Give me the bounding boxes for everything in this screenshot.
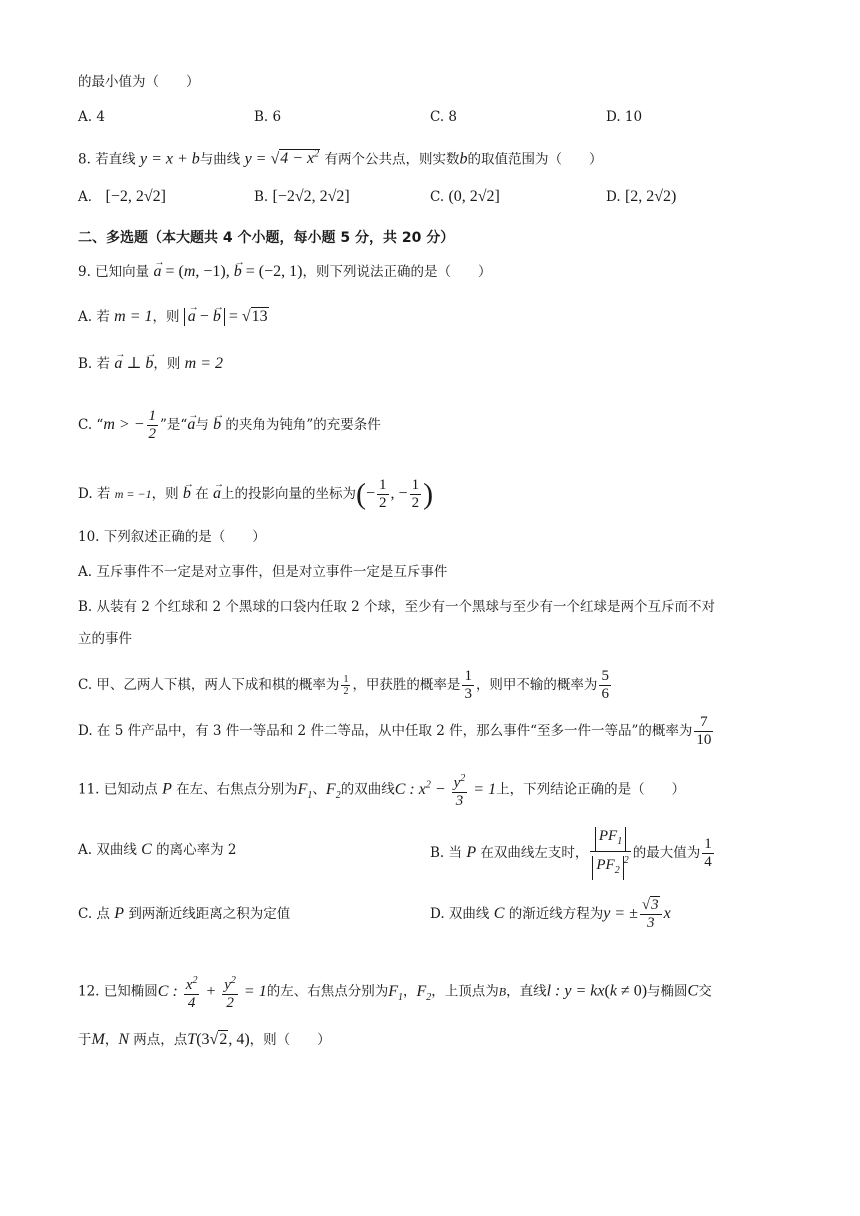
q8-b: b <box>459 150 468 168</box>
q12-point-T: T <box>187 1031 197 1048</box>
q9-d-text: D. 若 <box>78 486 111 503</box>
q7-tail: 的最小值为（ ） <box>78 74 200 90</box>
q11-option-d[interactable]: D. 双曲线 C 的渐近线方程为y = ± $\frac{√3}{3}$ x <box>430 897 671 931</box>
q8-curve-eq: $y = √4 - x^2$ <box>244 149 320 168</box>
q9-a-cond: m = 1 <box>114 308 153 325</box>
q8-option-a[interactable] <box>78 187 166 207</box>
q12-B: B <box>498 984 507 999</box>
q12-l2a: 于 <box>78 1032 92 1048</box>
q7-option-b[interactable]: B. 6 <box>254 109 282 125</box>
q11-P: P <box>162 780 172 798</box>
q12-mid4: 与椭圆 <box>647 983 688 1000</box>
q9-d-text2: ，则 <box>151 486 179 503</box>
section-title-multi-choice: 二、多选题（本大题共 4 个小题，每小题 5 分，共 20 分） <box>78 230 455 246</box>
q8-num: 8. 若直线 <box>78 151 136 168</box>
q8-option-b-text: [−2√2, 2√2] <box>272 188 350 205</box>
q11-b-frac: $\frac{PF_1}{PF_2^2}$ <box>590 827 630 880</box>
q12-l2c: 两点，点 <box>133 1032 188 1048</box>
q10-option-b-line1[interactable]: B. 从装有 2 个红球和 2 个黑球的口袋内任取 2 个球，至少有一个黑球与至少有一个红球是两个互斥而不对 <box>78 599 716 615</box>
q12-F2: $F_2$ <box>416 982 432 1003</box>
q8-mid2: 有两个公共点，则实数 <box>324 151 460 168</box>
q11-option-b[interactable]: B. 当 P 在双曲线左支时， $\frac{PF_1}{PF_2^2}$ 的最大值为 $\frac{1}{4}$ <box>430 827 716 880</box>
q8-option-d-text: [2, 2√2) <box>624 188 677 205</box>
q8-option-c[interactable] <box>430 187 500 207</box>
q9-a-text: A. 若 <box>78 309 110 325</box>
q9-head: 9. 已知向量 <box>78 264 150 280</box>
q10-c-frac2: $\frac{1}{3}$ <box>464 668 472 702</box>
q8-mid: 与曲线 <box>199 151 241 168</box>
q9-c-text2: ”是“ <box>160 417 188 434</box>
q9-c-cond: m > − $\frac{1}{2}$ <box>103 408 156 442</box>
q9-b-cond: → a ⊥ → b <box>114 355 153 372</box>
q8-option-a-label: A． <box>78 189 102 205</box>
q8-option-c-text: (0, 2√2] <box>448 188 500 205</box>
q9-d-text3: 在 <box>195 486 209 503</box>
q10-d-frac: $\frac{7}{10}$ <box>696 714 712 748</box>
q9-b-text2: ，则 <box>153 356 181 372</box>
q11-mid3: 的双曲线 <box>340 781 395 798</box>
q12-l2b: ， <box>104 1032 119 1048</box>
q11-c-text: C. 点 <box>78 906 110 922</box>
q9-option-b[interactable] <box>78 354 223 374</box>
q10-option-a[interactable]: A. 互斥事件不一定是对立事件，但是对立事件一定是互斥事件 <box>78 564 448 580</box>
q11-head: 11. 已知动点 <box>78 781 158 798</box>
q8-line-eq: y = x + b <box>139 150 200 168</box>
q11-F2: $F_2$ <box>325 780 341 801</box>
q12-mid2: ，上顶点为 <box>431 983 499 1000</box>
q8-option-d-label: D. <box>606 189 621 205</box>
q9-tail: ，则下列说法正确的是（ ） <box>302 264 492 280</box>
q11-c-text2: 到两渐近线距离之积为定值 <box>128 906 291 922</box>
q8-option-b-label: B. <box>254 189 269 205</box>
q10-c-text2: ，甲获胜的概率是 <box>352 677 461 693</box>
q11-d-text2: 的渐近线方程为 <box>508 906 604 923</box>
q8-option-a-text: [−2, 2√2] <box>105 188 167 205</box>
q9-d-cond: m = −1 <box>114 487 152 502</box>
q9-stem <box>78 262 491 282</box>
q9-c-text: C. “ <box>78 417 104 434</box>
q9-c-text3: 与 <box>195 417 209 434</box>
q9-vectors: → a = (m, −1), → b = (−2, 1) <box>153 263 302 280</box>
q10-option-d[interactable] <box>78 714 715 749</box>
q8-option-c-label: C. <box>430 189 445 205</box>
q11-tail: 上，下列结论正确的是（ ） <box>496 781 686 798</box>
q10-c-text: C. 甲、乙两人下棋，两人下成和棋的概率为 <box>78 677 340 693</box>
q11-option-a[interactable]: A. 双曲线 C 的离心率为 2 <box>78 841 237 858</box>
q11-d-eq: y = ± $\frac{√3}{3}$ x <box>603 897 671 931</box>
q10-stem: 10. 下列叙述正确的是（ ） <box>78 529 266 545</box>
q11-mid: 在左、右焦点分别为 <box>176 781 298 798</box>
q7-option-d[interactable]: D. 10 <box>606 109 643 125</box>
q11-b-text3: 的最大值为 <box>632 845 701 861</box>
q12-ellipse-eq: C : $\frac{x^2}{4}$ + $\frac{y^2}{2}$ = 1 <box>158 983 267 1000</box>
q11-d-text: D. 双曲线 <box>430 906 490 923</box>
q10-c-text3: ，则甲不输的概率为 <box>475 677 598 693</box>
q9-d-answer: (− $\frac{1}{2}$ , − $\frac{1}{2}$ ) <box>356 477 434 511</box>
q8-stem <box>78 145 602 169</box>
q10-option-b-line2: 立的事件 <box>78 631 132 647</box>
q9-a-eq: → a − → b = √13 <box>184 308 269 325</box>
q11-stem <box>78 770 685 810</box>
q8-option-d[interactable] <box>606 187 676 207</box>
q9-option-d[interactable]: D. 若 m = −1，则 → b 在 → a上的投影向量的坐标为(− $\frac{1}{2}$ , − $\frac{1}{2}$ ) <box>78 477 433 512</box>
q12-tail: 交 <box>698 983 712 1000</box>
q9-option-a[interactable] <box>78 307 269 327</box>
q11-mid2: 、 <box>312 781 326 798</box>
q10-c-frac1: $\frac{1}{2}$ <box>343 674 349 697</box>
q11-b-text: B. 当 <box>430 845 463 861</box>
q9-b-eq: m = 2 <box>184 355 224 372</box>
q9-a-text2: ，则 <box>152 309 180 325</box>
q10-option-c[interactable] <box>78 668 613 703</box>
q11-b-max: $\frac{1}{4}$ <box>704 836 712 870</box>
q8-tail: 的取值范围为（ ） <box>467 151 603 168</box>
q12-head: 12. 已知椭圆 <box>78 983 158 1000</box>
q10-c-frac3: $\frac{5}{6}$ <box>601 668 609 702</box>
q8-option-b[interactable] <box>254 187 350 207</box>
q12-line-eq: l : y = kx <box>546 982 605 1000</box>
q12-stem-line1: 12. 已知椭圆C : $\frac{x^2}{4}$ + $\frac{y^2}{2}$ = 1的左、右焦点分别为$F_1$，$F_2$，上顶点为B，直线l : y = kx(k ≠ 0)与椭圆C交 <box>78 972 712 1012</box>
q9-b-text: B. 若 <box>78 356 111 372</box>
q12-stem-line2: 于M，N 两点，点T(3√2, 4)，则（ ） <box>78 1031 331 1048</box>
q12-l2d: ，则（ ） <box>249 1032 331 1048</box>
q10-d-text: D. 在 5 件产品中，有 3 件一等品和 2 件二等品，从中任取 2 件，那么事件“至多一件一等品”的概率为 <box>78 723 693 739</box>
q12-mid3: ，直线 <box>506 983 547 1000</box>
q7-option-c[interactable]: C. 8 <box>430 109 458 125</box>
q12-F1: $F_1$ <box>388 982 403 1003</box>
q11-hyperbola-eq: C : $x^2$ − $\frac{y^2}{3}$ = 1 <box>395 781 496 798</box>
q12-mid: 的左、右焦点分别为 <box>266 983 389 1000</box>
q9-c-text4: 的夹角为钝角”的充要条件 <box>225 417 381 434</box>
q11-a-text: A. 双曲线 <box>78 842 137 858</box>
q11-a-text2: 的离心率为 2 <box>156 842 237 858</box>
q11-F1: $F_1$ <box>297 780 313 801</box>
q7-option-a[interactable]: A. 4 <box>78 109 105 125</box>
q9-d-text4: 上的投影向量的坐标为 <box>221 486 356 503</box>
q11-option-c[interactable]: C. 点 P 到两渐近线距离之积为定值 <box>78 905 291 922</box>
q11-b-text2: 在双曲线左支时， <box>480 845 589 861</box>
q9-option-c[interactable]: C. “m > − $\frac{1}{2}$ ”是“→ a与 → b 的夹角为钝角”的充要条件 <box>78 408 381 443</box>
